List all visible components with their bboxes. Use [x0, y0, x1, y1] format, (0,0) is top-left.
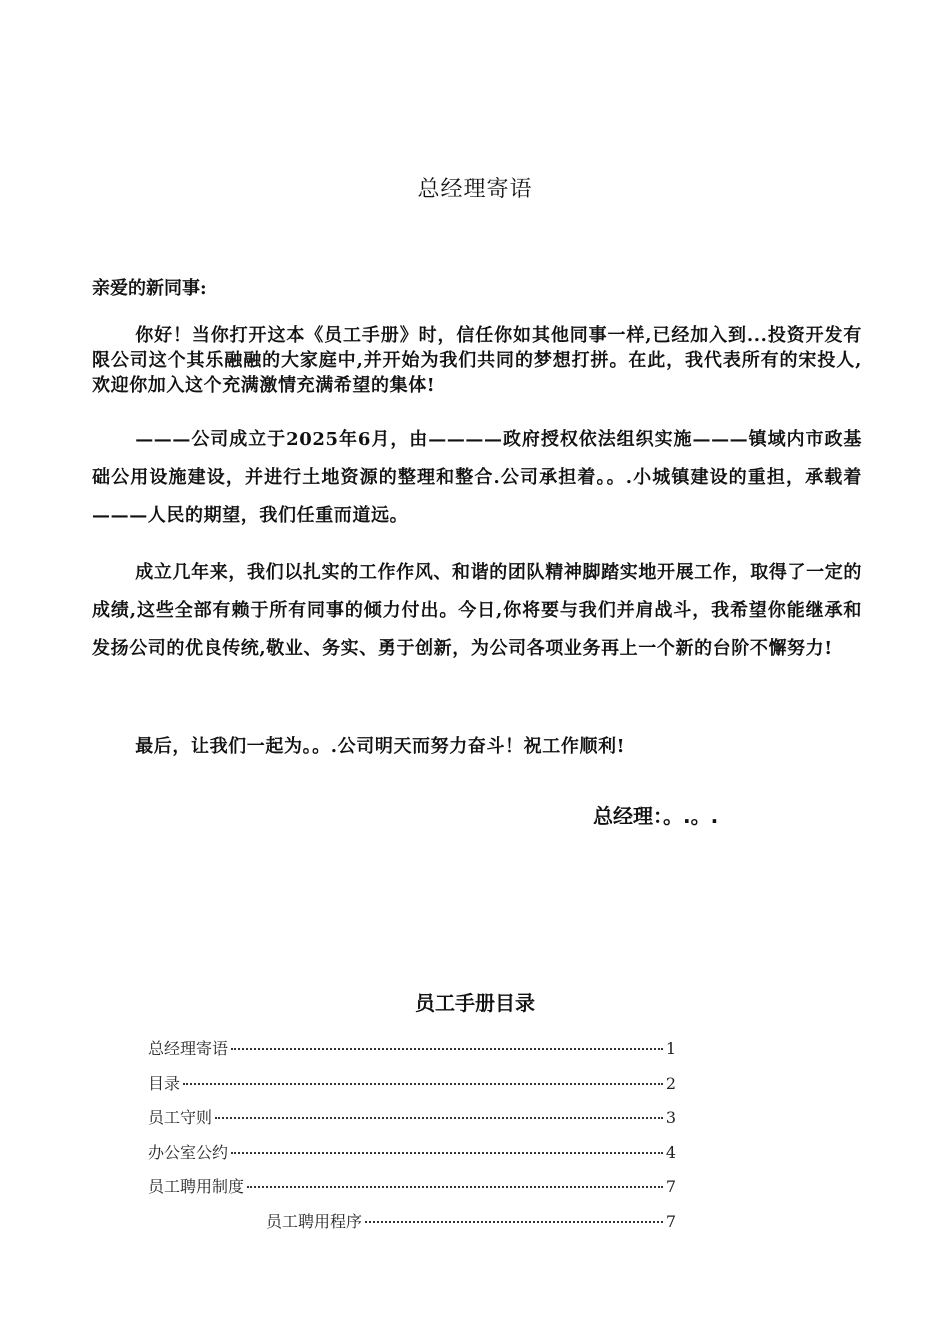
toc-entry-page: 3 — [665, 1108, 676, 1127]
toc-entry[interactable] — [148, 1140, 676, 1175]
toc-entry-label: 员工聘用程序 — [266, 1211, 363, 1231]
salutation: 亲爱的新同事: — [92, 278, 207, 299]
toc-entry[interactable] — [148, 1209, 676, 1244]
toc-dot-leader — [247, 1186, 663, 1188]
toc-entry[interactable] — [148, 1071, 676, 1106]
toc-entry-label: 员工守则 — [148, 1108, 213, 1127]
toc-entry-page: 2 — [665, 1073, 676, 1093]
letter-title: 总经理寄语 — [417, 177, 533, 202]
toc-title: 员工手册目录 — [415, 991, 535, 1015]
table-of-contents — [148, 1036, 676, 1243]
toc-entry-label: 办公室公约 — [148, 1142, 229, 1162]
toc-entry[interactable] — [148, 1174, 676, 1209]
toc-entry-page: 7 — [665, 1177, 676, 1196]
toc-dot-leader — [183, 1083, 663, 1085]
toc-entry-page: 4 — [665, 1142, 676, 1162]
toc-entry[interactable] — [148, 1105, 676, 1140]
toc-dot-leader — [231, 1048, 663, 1050]
letter-paragraph-2: ———公司成立于2025年6月，由————政府授权依法组织实施———镇域内市政基础公用设施建设，并进行土地资源的整理和整合.公司承担着。。.小城镇建设的重担，承载着———人民的期望，我们任重而道远。 — [92, 429, 862, 526]
letter-paragraph-1: 你好！当你打开这本《员工手册》时，信任你如其他同事一样,已经加入到...投资开发有限公司这个其乐融融的大家庭中,并开始为我们共同的梦想打拼。在此，我代表所有的宋投人,欢迎你加入这个充满激情充满希望的集体! — [92, 325, 862, 396]
letter-paragraph-3: 成立几年来，我们以扎实的工作作风、和谐的团队精神脚踏实地开展工作，取得了一定的成绩,这些全部有赖于所有同事的倾力付出。今日,你将要与我们并肩战斗，我希望你能继承和发扬公司的优良传统,敬业、务实、勇于创新，为公司各项业务再上一个新的台阶不懈努力! — [92, 562, 862, 659]
toc-entry-label: 总经理寄语 — [148, 1039, 229, 1058]
toc-entry[interactable] — [148, 1036, 676, 1071]
toc-entry-label: 目录 — [148, 1073, 181, 1093]
signature: 总经理：。.。. — [593, 804, 719, 828]
toc-entry-page: 1 — [665, 1039, 676, 1058]
letter-paragraph-4: 最后，让我们一起为。。.公司明天而努力奋斗！祝工作顺利! — [135, 736, 626, 757]
toc-entry-label: 员工聘用制度 — [148, 1177, 245, 1196]
toc-dot-leader — [215, 1117, 663, 1119]
toc-entry-page: 7 — [665, 1211, 676, 1231]
toc-dot-leader — [365, 1221, 663, 1223]
toc-dot-leader — [231, 1152, 663, 1154]
